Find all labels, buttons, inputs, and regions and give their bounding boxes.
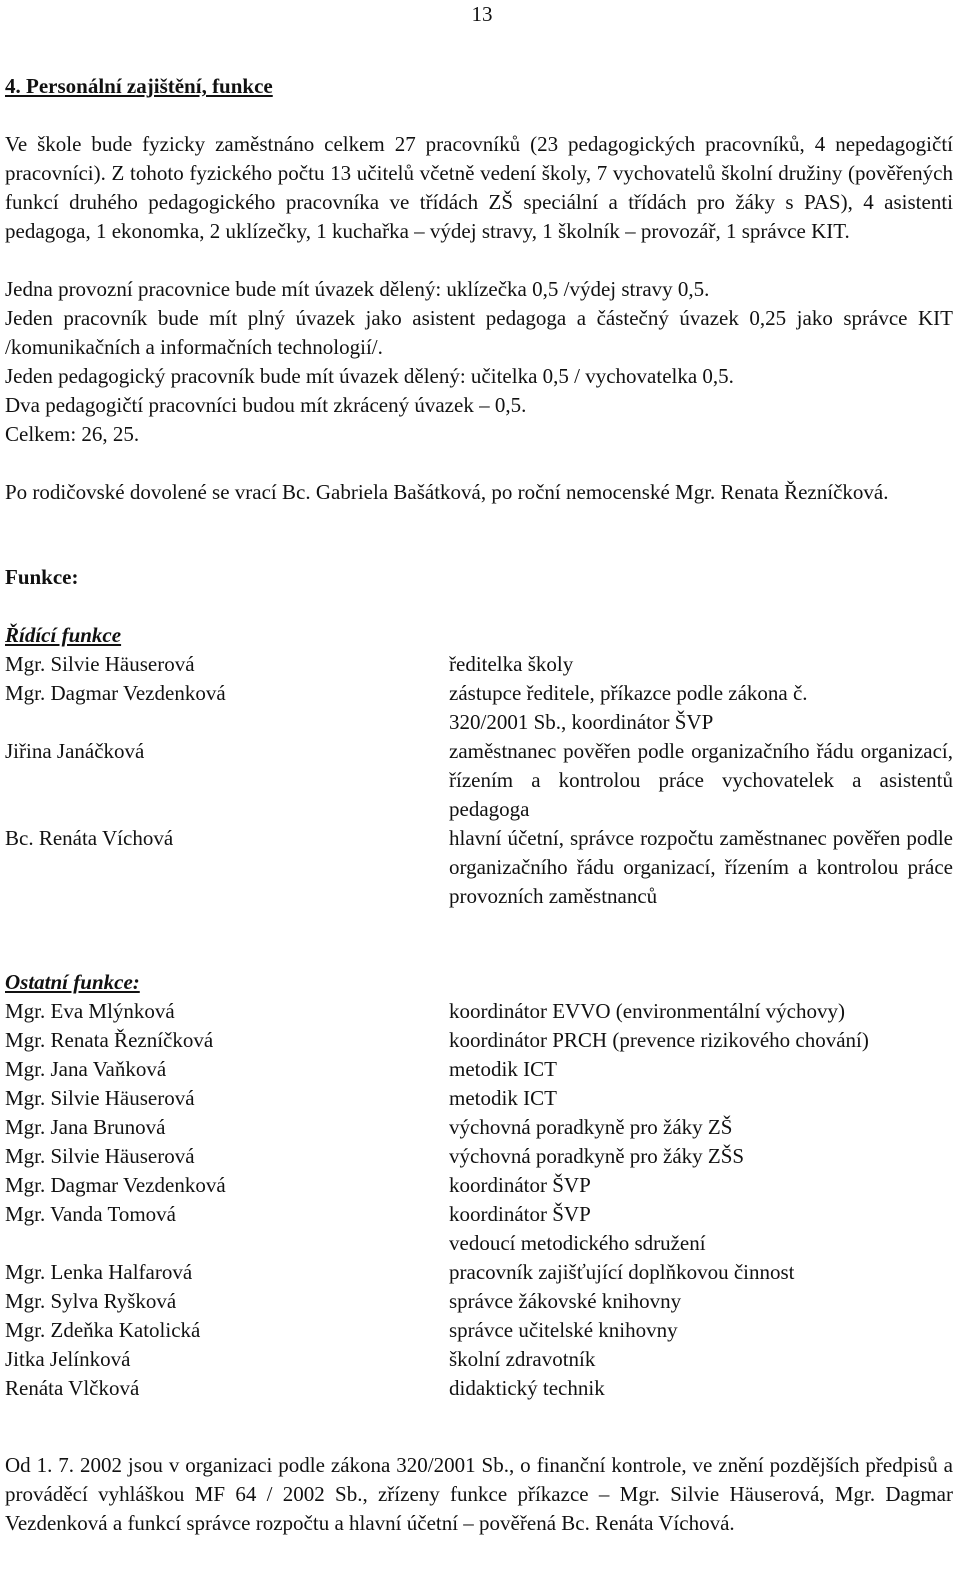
other-name: Mgr. Jana Brunová: [5, 1115, 166, 1139]
other-name: Mgr. Sylva Ryšková: [5, 1289, 177, 1313]
other-name: Mgr. Silvie Häuserová: [5, 1144, 195, 1168]
other-role: školní zdravotník: [449, 1347, 596, 1371]
other-role: výchovná poradkyně pro žáky ZŠ: [449, 1115, 733, 1139]
page-number: 13: [471, 2, 493, 26]
functions-heading: Funkce:: [5, 565, 79, 589]
section-title: 4. Personální zajištění, funkce: [5, 74, 273, 98]
note-split-worker: Jedna provozní pracovnice bude mít úvazek dělený: uklízečka 0,5 /výdej stravy 0,5.: [5, 277, 710, 301]
other-role: metodik ICT: [449, 1057, 557, 1081]
other-role: výchovná poradkyně pro žáky ZŠS: [449, 1144, 745, 1168]
other-name: Mgr. Dagmar Vezdenková: [5, 1173, 226, 1197]
management-name: Bc. Renáta Víchová: [5, 826, 174, 850]
note-split-teacher: Jeden pedagogický pracovník bude mít úvazek dělený: učitelka 0,5 / vychovatelka 0,5.: [5, 364, 734, 388]
other-role: vedoucí metodického sdružení: [449, 1231, 706, 1255]
other-role: koordinátor ŠVP: [449, 1202, 591, 1226]
management-heading: Řídící funkce: [5, 623, 122, 647]
other-role: didaktický technik: [449, 1376, 605, 1400]
other-functions-heading: [5, 968, 140, 997]
note-part-time: Dva pedagogičtí pracovníci budou mít zkrácený úvazek – 0,5.: [5, 393, 527, 417]
other-name: Mgr. Lenka Halfarová: [5, 1260, 193, 1284]
management-name: Jiřina Janáčková: [5, 739, 145, 763]
other-functions-heading-text: Ostatní funkce:: [5, 970, 140, 994]
management-role: zaměstnanec pověřen podle organizačního řádu organizací, řízením a kontrolou práce vychovatelek a asistentů pedagoga: [449, 739, 953, 821]
other-name: Jitka Jelínková: [5, 1347, 131, 1371]
management-name: Mgr. Dagmar Vezdenková: [5, 681, 226, 705]
other-role: koordinátor PRCH (prevence rizikového chování): [449, 1028, 869, 1052]
other-name: Mgr. Zdeňka Katolická: [5, 1318, 201, 1342]
note-total: Celkem: 26, 25.: [5, 422, 140, 446]
management-role: hlavní účetní, správce rozpočtu zaměstnanec pověřen podle organizačního řádu organizací, řízením a kontrolou práce provozních zaměstnanců: [449, 826, 953, 908]
note-kit-admin: Jeden pracovník bude mít plný úvazek jako asistent pedagoga a částečný úvazek 0,25 jako správce KIT /komunikačních a informačních technologií/.: [5, 306, 953, 359]
other-name: Mgr. Vanda Tomová: [5, 1202, 176, 1226]
management-role: ředitelka školy: [449, 652, 574, 676]
other-role: koordinátor ŠVP: [449, 1173, 591, 1197]
leave-paragraph: Po rodičovské dovolené se vrací Bc. Gabriela Bašátková, po roční nemocenské Mgr. Renata Řezníčková.: [5, 480, 889, 504]
other-name: Mgr. Renata Řezníčková: [5, 1028, 214, 1052]
other-role: správce učitelské knihovny: [449, 1318, 678, 1342]
closing-paragraph: Od 1. 7. 2002 jsou v organizaci podle zákona 320/2001 Sb., o finanční kontrole, ve znění pozdějších předpisů a prováděcí vyhláškou MF 64 / 2002 Sb., zřízeny funkce příkazce – Mgr. Silvie Häuserová, Mgr. Dagmar Vezdenková a funkcí správce rozpočtu a hlavní účetní – pověřená Bc. Renáta Víchová.: [5, 1453, 953, 1535]
other-name: Renáta Vlčková: [5, 1376, 140, 1400]
intro-paragraph: Ve škole bude fyzicky zaměstnáno celkem 27 pracovníků (23 pedagogických pracovníků, 4 nepedagogičtí pracovníci). Z tohoto fyzického počtu 13 učitelů včetně vedení školy, 7 vychovatelů školní družiny (pověřených funkcí druhého pedagogického pracovníka ve třídách ZŠ speciální a třídách pro žáky s PAS), 4 asistenti pedagoga, 1 ekonomka, 2 uklízečky, 1 kuchařka – výdej stravy, 1 školník – provozář, 1 správce KIT.: [5, 132, 953, 243]
other-name: Mgr. Jana Vaňková: [5, 1057, 167, 1081]
other-name: Mgr. Silvie Häuserová: [5, 1086, 195, 1110]
other-role: pracovník zajišťující doplňkovou činnost: [449, 1260, 795, 1284]
other-role: koordinátor EVVO (environmentální výchovy): [449, 999, 845, 1023]
other-role: metodik ICT: [449, 1086, 557, 1110]
other-role: správce žákovské knihovny: [449, 1289, 682, 1313]
other-name: Mgr. Eva Mlýnková: [5, 999, 175, 1023]
management-name: Mgr. Silvie Häuserová: [5, 652, 195, 676]
management-role: zástupce ředitele, příkazce podle zákona č. 320/2001 Sb., koordinátor ŠVP: [449, 681, 808, 734]
